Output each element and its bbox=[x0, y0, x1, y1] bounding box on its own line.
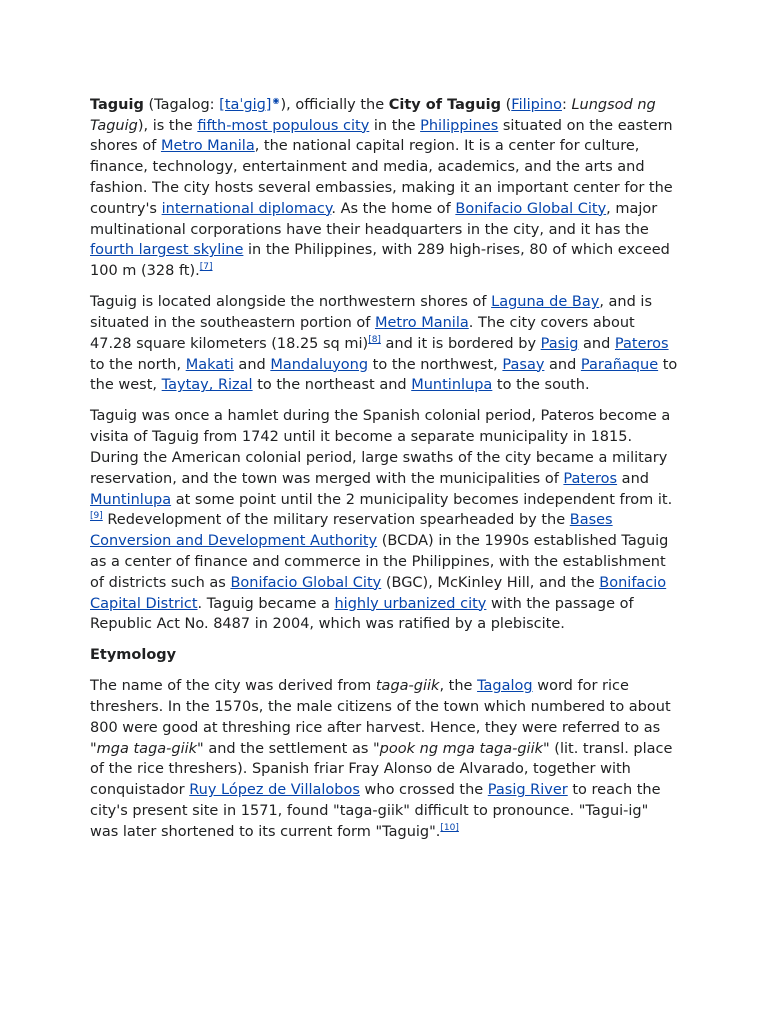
speaker-icon[interactable]: ◉ bbox=[272, 96, 280, 105]
link-muntinlupa[interactable]: Muntinlupa bbox=[90, 491, 172, 508]
text: ( bbox=[501, 96, 512, 113]
text: . Taguig became a bbox=[197, 595, 335, 612]
text: " and the settlement as " bbox=[197, 740, 380, 757]
link-bonifacio-global-city[interactable]: Bonifacio Global City bbox=[230, 574, 382, 591]
reference-9[interactable]: [9] bbox=[90, 511, 103, 522]
text: : bbox=[561, 96, 572, 113]
text: . The city covers about 47.28 square kilometers (18.25 sq mi) bbox=[90, 314, 635, 352]
link-metro-manila[interactable]: Metro Manila bbox=[374, 314, 469, 331]
link-philippines[interactable]: Philippines bbox=[420, 117, 499, 134]
link-pasig[interactable]: Pasig bbox=[540, 335, 579, 352]
text: to the south. bbox=[492, 377, 590, 394]
text: with the passage of Republic Act No. 8487 in 2004, which was ratified by a plebiscite. bbox=[90, 595, 634, 633]
link-pasay[interactable]: Pasay bbox=[502, 356, 545, 373]
text: to the north, bbox=[90, 356, 186, 373]
text: and bbox=[578, 335, 615, 352]
bold-text: City of Taguig bbox=[388, 96, 501, 113]
link-mandaluyong[interactable]: Mandaluyong bbox=[270, 356, 369, 373]
link-bonifacio-capital-district[interactable]: Bonifacio Capital District bbox=[90, 574, 667, 612]
link-filipino[interactable]: Filipino bbox=[511, 96, 562, 113]
text: , the national capital region. It is a center for culture, finance, technology, entertainment and media, academics, and the arts and fashion. The city hosts several embassies, making it an important center for the country's bbox=[90, 138, 673, 217]
reference-7[interactable]: [7] bbox=[199, 262, 213, 273]
link-muntinlupa[interactable]: Muntinlupa bbox=[411, 377, 493, 394]
link-fourth-largest-skyline[interactable]: fourth largest skyline bbox=[90, 242, 244, 259]
section-heading-etymology: Etymology bbox=[90, 647, 177, 664]
text: (Tagalog: bbox=[143, 96, 220, 113]
link-bonifacio-global-city[interactable]: Bonifacio Global City bbox=[455, 200, 607, 217]
text: to the northeast and bbox=[252, 377, 412, 394]
text: and it is bordered by bbox=[380, 335, 541, 352]
italic-text: pook ng mga taga-giik bbox=[379, 740, 544, 757]
link-ruy-lopez-de-villalobos[interactable]: Ruy López de Villalobos bbox=[189, 782, 360, 799]
italic-text: Lungsod ng Taguig bbox=[90, 96, 656, 134]
link-pateros[interactable]: Pateros bbox=[614, 335, 669, 352]
text: and bbox=[233, 356, 271, 373]
text: (BCDA) in the 1990s established Taguig as a center of finance and commerce in the Philippines, with the establishment of districts such as bbox=[90, 533, 669, 591]
link-tagalog[interactable]: Tagalog bbox=[477, 678, 533, 695]
italic-text: taga-giik bbox=[375, 678, 440, 695]
paragraph-etymology bbox=[90, 676, 680, 842]
text: in the bbox=[369, 117, 421, 134]
link-taytay-rizal[interactable]: Taytay, Rizal bbox=[161, 377, 253, 394]
bold-text: Taguig bbox=[90, 96, 144, 113]
paragraph-geography bbox=[90, 292, 680, 396]
text: in the Philippines, with 289 high-rises, 80 of which exceed 100 m (328 ft). bbox=[90, 242, 670, 280]
paragraph-history bbox=[90, 406, 680, 635]
text: , major multinational corporations have their headquarters in the city, and it has the bbox=[90, 200, 658, 238]
text: (BGC), McKinley Hill, and the bbox=[381, 574, 600, 591]
text: The name of the city was derived from bbox=[90, 678, 376, 695]
link-pateros[interactable]: Pateros bbox=[563, 470, 618, 487]
paragraph-intro bbox=[90, 91, 680, 282]
text: . As the home of bbox=[331, 200, 456, 217]
text: situated on the eastern shores of bbox=[90, 117, 673, 155]
link-laguna-de-bay[interactable]: Laguna de Bay bbox=[491, 294, 600, 311]
text: , the bbox=[439, 678, 478, 695]
reference-10[interactable]: [10] bbox=[440, 823, 459, 834]
link-paranaque[interactable]: Parañaque bbox=[580, 356, 659, 373]
text: at some point until the 2 municipality becomes independent from it. bbox=[171, 491, 673, 508]
link-fifth-most-populous[interactable]: fifth-most populous city bbox=[197, 117, 370, 134]
text: word for rice threshers. In the 1570s, the male citizens of the town which numbered to about 800 were good at threshing rice after harvest. Hence, they were referred to as " bbox=[90, 678, 671, 757]
text: ), is the bbox=[137, 117, 198, 134]
italic-text: mga taga-giik bbox=[96, 740, 198, 757]
text: and bbox=[617, 470, 649, 487]
ipa-link[interactable]: [taˈɡiɡ] bbox=[219, 96, 272, 113]
link-makati[interactable]: Makati bbox=[185, 356, 234, 373]
text: " (lit. transl. place of the rice threshers). Spanish friar Fray Alonso de Alvarado, together with conquistador bbox=[90, 740, 673, 799]
reference-8[interactable]: [8] bbox=[368, 334, 381, 345]
link-highly-urbanized-city[interactable]: highly urbanized city bbox=[334, 595, 487, 612]
text: Taguig is located alongside the northwestern shores of bbox=[90, 294, 492, 311]
text: who crossed the bbox=[359, 782, 488, 799]
text: Taguig was once a hamlet during the Spanish colonial period, Pateros become a visita of Taguig from 1742 until it become a separate municipality in 1815. During the American colonial period, large swaths of the city became a military reservation, and the town was merged with the municipalities of bbox=[90, 408, 671, 487]
text: to the west, bbox=[90, 356, 678, 394]
text: to the northwest, bbox=[368, 356, 503, 373]
text: Redevelopment of the military reservation spearheaded by the bbox=[102, 512, 570, 529]
link-bcda[interactable]: Bases Conversion and Development Authority bbox=[90, 512, 613, 550]
link-pasig-river[interactable]: Pasig River bbox=[487, 782, 568, 799]
text: ), officially the bbox=[280, 96, 389, 113]
link-international-diplomacy[interactable]: international diplomacy bbox=[161, 200, 332, 217]
link-metro-manila[interactable]: Metro Manila bbox=[160, 138, 255, 155]
text: to reach the city's present site in 1571, found "taga-giik" difficult to pronounce. "Tagui-ig" was later shortened to its current form "Taguig". bbox=[90, 782, 661, 840]
text: , and is situated in the southeastern portion of bbox=[90, 294, 653, 331]
text: and bbox=[544, 356, 581, 373]
article-body bbox=[90, 91, 680, 853]
